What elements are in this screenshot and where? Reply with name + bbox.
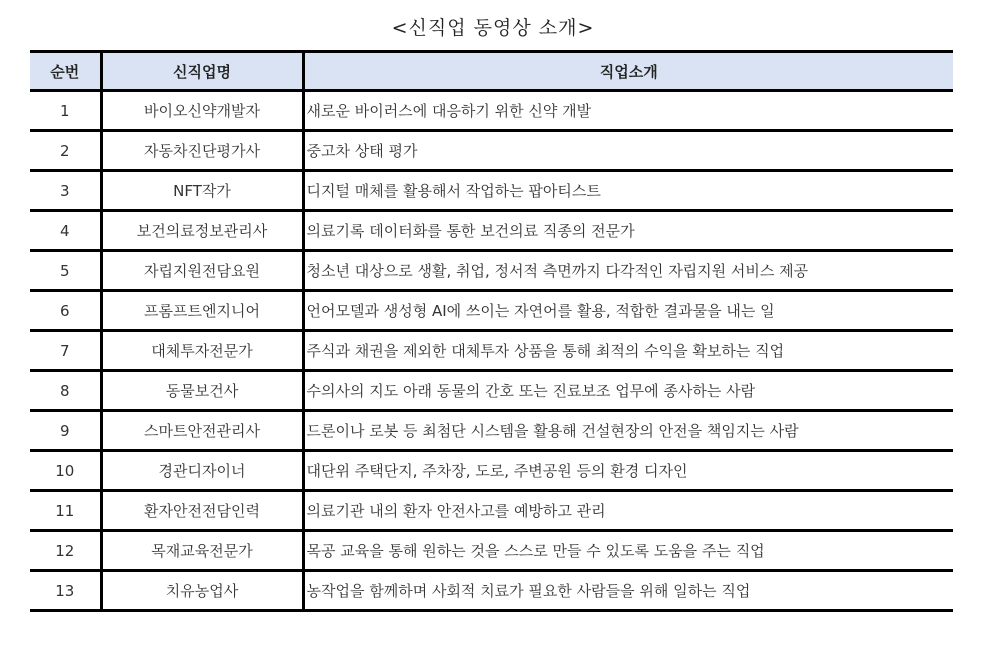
- header-job-name: 신직업명: [101, 52, 303, 91]
- table-row: [30, 331, 953, 371]
- table-row: [30, 571, 953, 611]
- header-no: 순번: [30, 52, 101, 91]
- cell-job-description: 청소년 대상으로 생활, 취업, 정서적 측면까지 다각적인 자립지원 서비스 제공: [303, 251, 953, 291]
- cell-job-description: 주식과 채권을 제외한 대체투자 상품을 통해 최적의 수익을 확보하는 직업: [303, 331, 953, 371]
- cell-no: 13: [30, 571, 101, 611]
- table-header-row: [30, 52, 953, 91]
- table-row: [30, 491, 953, 531]
- cell-no: 4: [30, 211, 101, 251]
- cell-no: 1: [30, 91, 101, 131]
- table-row: [30, 411, 953, 451]
- cell-job-name: 보건의료정보관리사: [101, 211, 303, 251]
- cell-no: 8: [30, 371, 101, 411]
- cell-job-name: 환자안전전담인력: [101, 491, 303, 531]
- cell-no: 3: [30, 171, 101, 211]
- cell-no: 5: [30, 251, 101, 291]
- table-row: [30, 251, 953, 291]
- header-job-description: 직업소개: [303, 52, 953, 91]
- cell-job-description: 목공 교육을 통해 원하는 것을 스스로 만들 수 있도록 도움을 주는 직업: [303, 531, 953, 571]
- cell-job-name: NFT작가: [101, 171, 303, 211]
- cell-job-description: 디지털 매체를 활용해서 작업하는 팝아티스트: [303, 171, 953, 211]
- cell-no: 9: [30, 411, 101, 451]
- cell-job-name: 스마트안전관리사: [101, 411, 303, 451]
- cell-job-description: 새로운 바이러스에 대응하기 위한 신약 개발: [303, 91, 953, 131]
- table-row: [30, 291, 953, 331]
- cell-job-name: 프롬프트엔지니어: [101, 291, 303, 331]
- cell-job-description: 드론이나 로봇 등 최첨단 시스템을 활용해 건설현장의 안전을 책임지는 사람: [303, 411, 953, 451]
- cell-no: 11: [30, 491, 101, 531]
- cell-job-name: 치유농업사: [101, 571, 303, 611]
- cell-no: 10: [30, 451, 101, 491]
- cell-no: 7: [30, 331, 101, 371]
- cell-job-name: 동물보건사: [101, 371, 303, 411]
- page-title: <신직업 동영상 소개>: [391, 17, 595, 39]
- cell-job-name: 목재교육전문가: [101, 531, 303, 571]
- cell-no: 12: [30, 531, 101, 571]
- table-row: [30, 91, 953, 131]
- new-jobs-table: [30, 50, 953, 612]
- cell-job-name: 대체투자전문가: [101, 331, 303, 371]
- table-row: [30, 211, 953, 251]
- table-row: [30, 451, 953, 491]
- cell-job-description: 언어모델과 생성형 AI에 쓰이는 자연어를 활용, 적합한 결과물을 내는 일: [303, 291, 953, 331]
- cell-job-description: 농작업을 함께하며 사회적 치료가 필요한 사람들을 위해 일하는 직업: [303, 571, 953, 611]
- cell-job-description: 중고차 상태 평가: [303, 131, 953, 171]
- table-row: [30, 171, 953, 211]
- cell-no: 2: [30, 131, 101, 171]
- table-row: [30, 371, 953, 411]
- cell-job-name: 바이오신약개발자: [101, 91, 303, 131]
- cell-no: 6: [30, 291, 101, 331]
- cell-job-description: 의료기관 내의 환자 안전사고를 예방하고 관리: [303, 491, 953, 531]
- cell-job-name: 경관디자이너: [101, 451, 303, 491]
- cell-job-name: 자동차진단평가사: [101, 131, 303, 171]
- cell-job-description: 대단위 주택단지, 주차장, 도로, 주변공원 등의 환경 디자인: [303, 451, 953, 491]
- cell-job-name: 자립지원전담요원: [101, 251, 303, 291]
- table-row: [30, 131, 953, 171]
- table-row: [30, 531, 953, 571]
- cell-job-description: 수의사의 지도 아래 동물의 간호 또는 진료보조 업무에 종사하는 사람: [303, 371, 953, 411]
- cell-job-description: 의료기록 데이터화를 통한 보건의료 직종의 전문가: [303, 211, 953, 251]
